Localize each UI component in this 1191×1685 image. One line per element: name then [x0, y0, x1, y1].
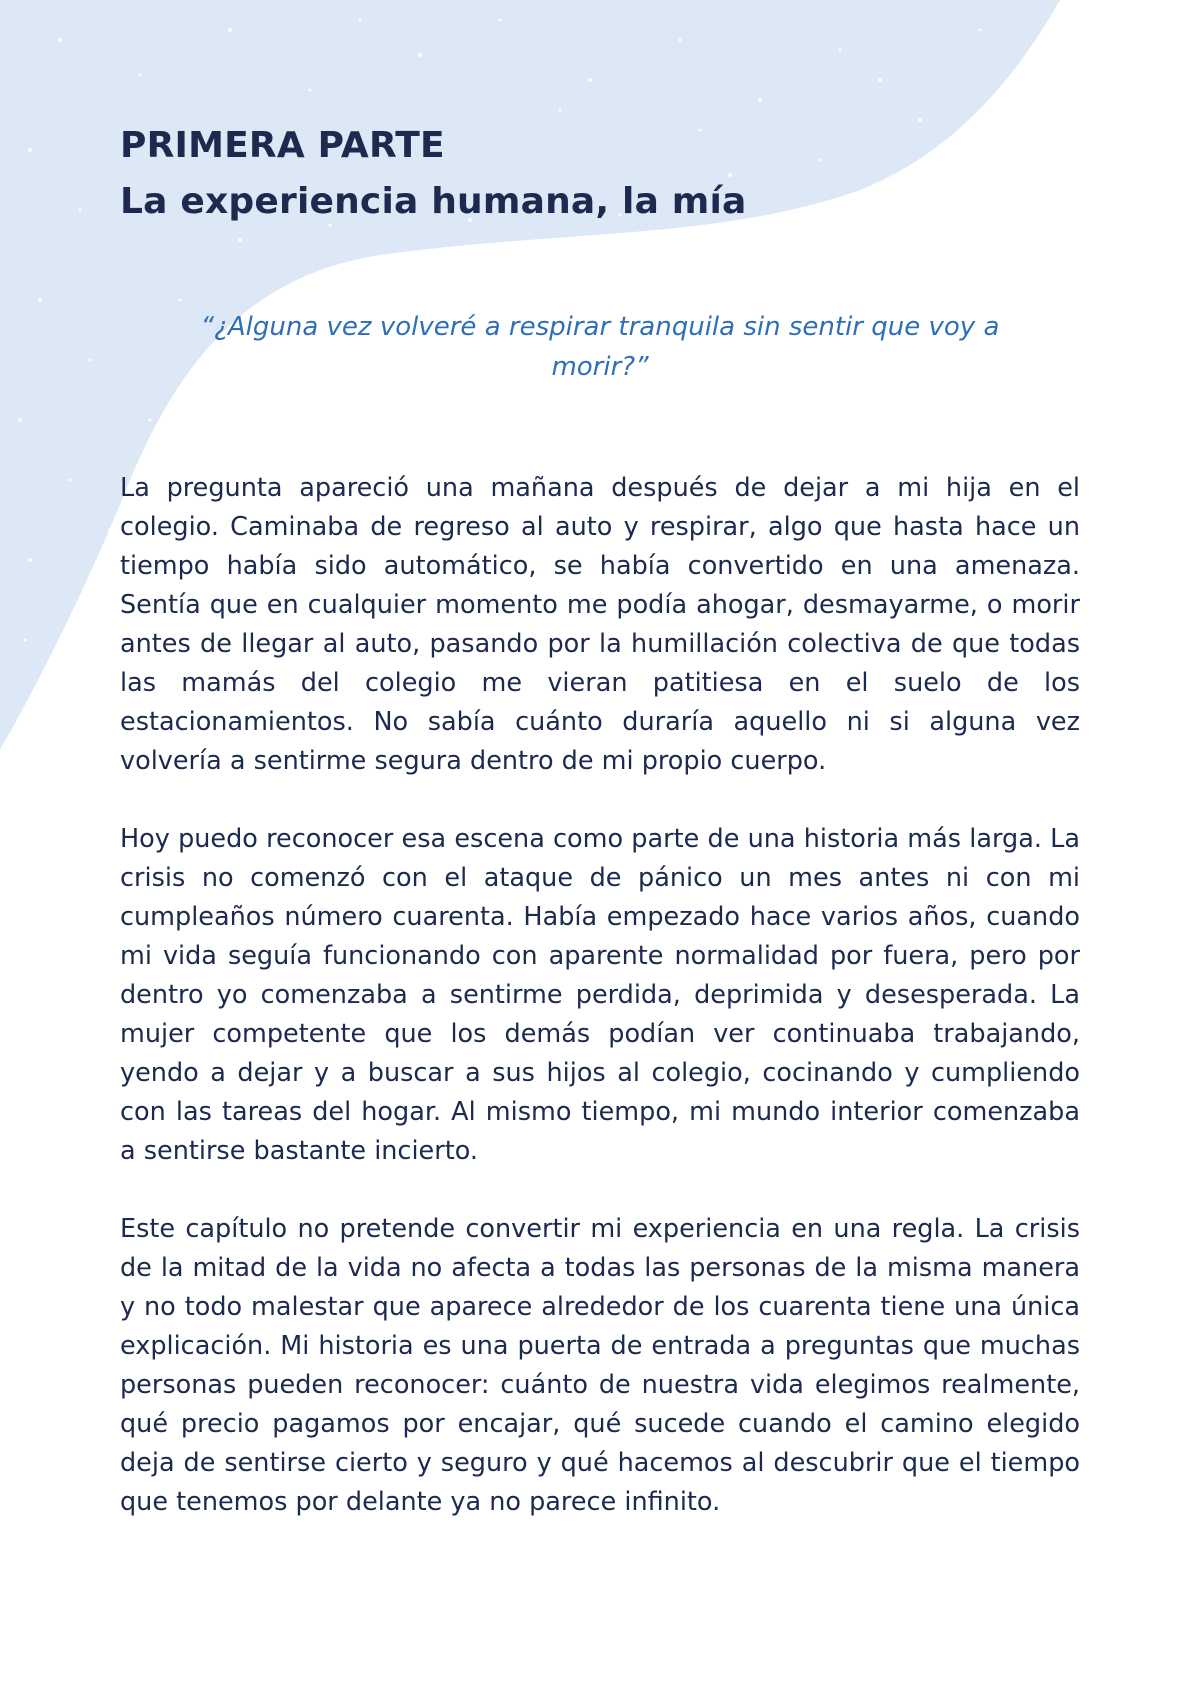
paragraph: Este capítulo no pretende convertir mi experiencia en una regla. La crisis de la mitad de la vida no afecta a todas las personas de la misma manera y no todo malestar que aparece alrededor de los cuarenta tiene una única explicación. Mi historia es una puerta de entrada a preguntas que muchas personas pueden reconocer: cuánto de nuestra vida elegimos realmente, qué precio pagamos por encajar, qué sucede cuando el camino elegido deja de sentirse cierto y seguro y qué hacemos al descubrir que el tiempo que tenemos por delante ya no parece infinito.: [120, 1214, 1080, 1517]
chapter-title: La experiencia humana, la mía: [120, 181, 747, 222]
part-label: PRIMERA PARTE: [120, 125, 445, 166]
paragraph: La pregunta apareció una mañana después de dejar a mi hija en el colegio. Caminaba de regreso al auto y respirar, algo que hasta hace un tiempo había sido automático, se había convertido en una amenaza. Sentía que en cualquier momento me podía ahogar, desmayarme, o morir antes de llegar al auto, pasando por la humillación colectiva de que todas las mamás del colegio me vieran patitiesa en el suelo de los estacionamientos. No sabía cuánto duraría aquello ni si alguna vez volvería a sentirme segura dentro de mi propio cuerpo.: [120, 473, 1080, 776]
paragraph: Hoy puedo reconocer esa escena como parte de una historia más larga. La crisis no comenzó con el ataque de pánico un mes antes ni con mi cumpleaños número cuarenta. Había empezado hace varios años, cuando mi vida seguía funcionando con aparente normalidad por fuera, pero por dentro yo comenzaba a sentirme perdida, deprimida y desesperada. La mujer competente que los demás podían ver continuaba trabajando, yendo a dejar y a buscar a sus hijos al colegio, cocinando y cumpliendo con las tareas del hogar. Al mismo tiempo, mi mundo interior comenzaba a sentirse bastante incierto.: [120, 824, 1080, 1166]
chapter-heading: [120, 118, 747, 230]
body-text: [120, 469, 1080, 1561]
epigraph-quote: “¿Alguna vez volveré a respirar tranquila sin sentir que voy a morir?”: [200, 312, 1000, 382]
